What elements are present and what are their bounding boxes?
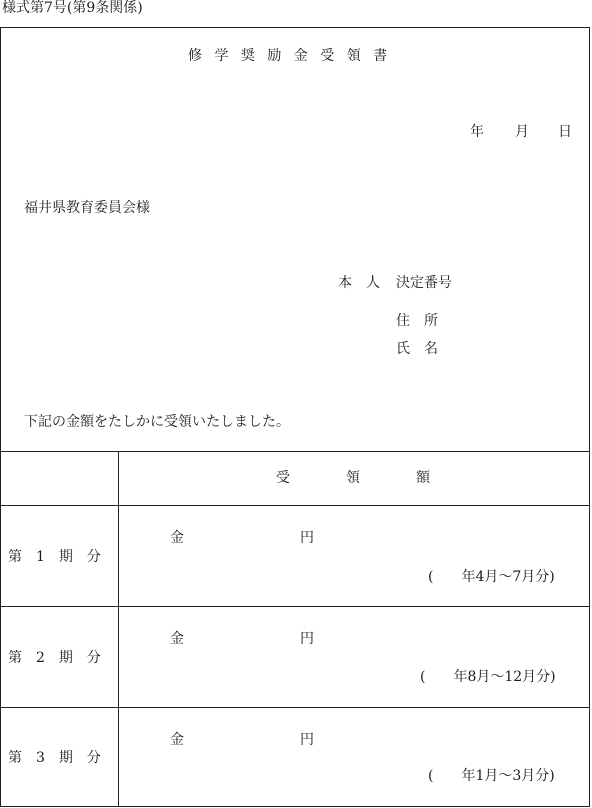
period-label: 第 2 期 分 bbox=[8, 650, 101, 666]
table-header-received-amount: 受 領 額 bbox=[276, 470, 430, 486]
addressee: 福井県教育委員会様 bbox=[24, 200, 150, 216]
period-months-note: ( 年4月～7月分) bbox=[428, 569, 555, 585]
address-label: 住 所 bbox=[396, 313, 438, 329]
period-label: 第 1 期 分 bbox=[8, 549, 101, 565]
yen-unit: 円 bbox=[300, 530, 314, 546]
period-label: 第 3 期 分 bbox=[8, 750, 101, 766]
date-year-label: 年 bbox=[470, 124, 484, 140]
amount-prefix: 金 bbox=[170, 732, 184, 748]
document-title: 修 学 奨 励 金 受 領 書 bbox=[188, 48, 392, 64]
table-row-divider bbox=[0, 606, 590, 607]
table-row-divider bbox=[0, 707, 590, 708]
amount-prefix: 金 bbox=[170, 530, 184, 546]
date-day-label: 日 bbox=[558, 124, 572, 140]
form-number-label: 様式第7号(第9条関係) bbox=[2, 0, 143, 16]
amount-prefix: 金 bbox=[170, 631, 184, 647]
yen-unit: 円 bbox=[300, 732, 314, 748]
applicant-person-label: 本 人 bbox=[338, 275, 380, 291]
table-column-divider bbox=[118, 451, 119, 807]
period-months-note: ( 年1月～3月分) bbox=[428, 768, 555, 784]
date-month-label: 月 bbox=[515, 124, 529, 140]
period-months-note: ( 年8月～12月分) bbox=[420, 669, 556, 685]
table-top-border bbox=[0, 451, 590, 452]
table-header-border bbox=[0, 505, 590, 506]
name-label: 氏 名 bbox=[396, 341, 438, 357]
decision-number-label: 決定番号 bbox=[396, 275, 452, 291]
yen-unit: 円 bbox=[300, 631, 314, 647]
receipt-statement: 下記の金額をたしかに受領いたしました。 bbox=[24, 414, 290, 430]
